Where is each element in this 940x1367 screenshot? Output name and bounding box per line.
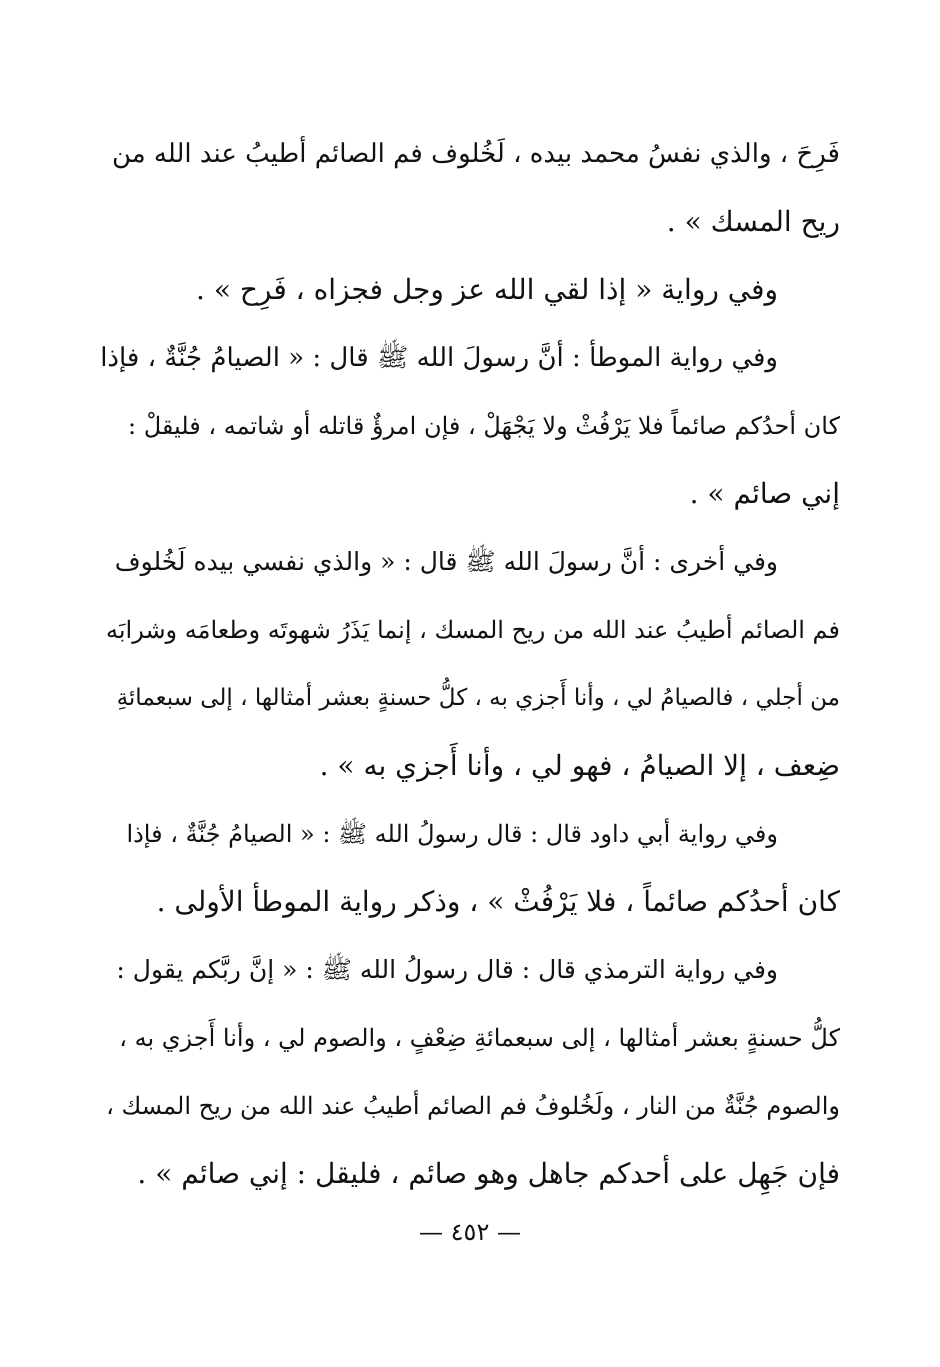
text-line-9: من أجلي ، فالصيامُ لي ، وأنا أَجزي به ، كلُّ حسنةٍ بعشر أمثالها ، إلى سبعمائةِ <box>116 685 840 711</box>
text-line-16: فإن جَهِل على أحدكم جاهل وهو صائم ، فليقل : إني صائم » . <box>137 1157 840 1190</box>
text-line-11: وفي رواية أبي داود قال : قال رسولُ الله ﷺ : « الصيامُ جُنَّةٌ ، فإذا <box>126 820 778 848</box>
text-line-2: ريح المسك » . <box>666 205 840 238</box>
page-body <box>100 120 840 1208</box>
text-line-5: كان أحدُكم صائماً فلا يَرْفُثْ ولا يَجْهَلْ ، فإن امرؤٌ قاتله أو شاتمه ، فليقلْ : <box>128 412 840 440</box>
text-line-15: والصوم جُنَّةٌ من النار ، ولَخُلوفُ فم الصائم أطيبُ عند الله من ريح المسك ، <box>106 1092 840 1120</box>
text-line-13: وفي رواية الترمذي قال : قال رسولُ الله ﷺ : « إنَّ ربَّكم يقول : <box>116 955 778 984</box>
text-line-4: وفي رواية الموطأ : أنَّ رسولَ الله ﷺ قال : « الصيامُ جُنَّةٌ ، فإذا <box>100 343 778 373</box>
text-line-7: وفي أخرى : أنَّ رسولَ الله ﷺ قال : « والذي نفسي بيده لَخُلوف <box>114 547 778 576</box>
text-line-6: إني صائم » . <box>689 477 840 510</box>
text-line-8: فم الصائم أطيبُ عند الله من ريح المسك ، إنما يَذَرُ شهوتَه وطعامَه وشرابَه <box>105 616 840 644</box>
text-line-10: ضِعف ، إلا الصيامُ ، فهو لي ، وأنا أَجزي به » . <box>319 749 840 782</box>
text-line-14: كلُّ حسنةٍ بعشر أمثالها ، إلى سبعمائةِ ضِعْفٍ ، والصوم لي ، وأنا أَجزي به ، <box>119 1024 840 1052</box>
page-number: — ٤٥٢ — <box>419 1218 521 1246</box>
text-line-12: كان أحدُكم صائماً ، فلا يَرْفُثْ » ، وذكر رواية الموطأ الأولى . <box>156 885 840 918</box>
text-line-1: فَرِحَ ، والذي نفسُ محمد بيده ، لَخُلوف فم الصائم أطيبُ عند الله من <box>111 139 840 169</box>
text-line-3: وفي رواية « إذا لقي الله عز وجل فجزاه ، فَرِح » . <box>196 273 778 306</box>
